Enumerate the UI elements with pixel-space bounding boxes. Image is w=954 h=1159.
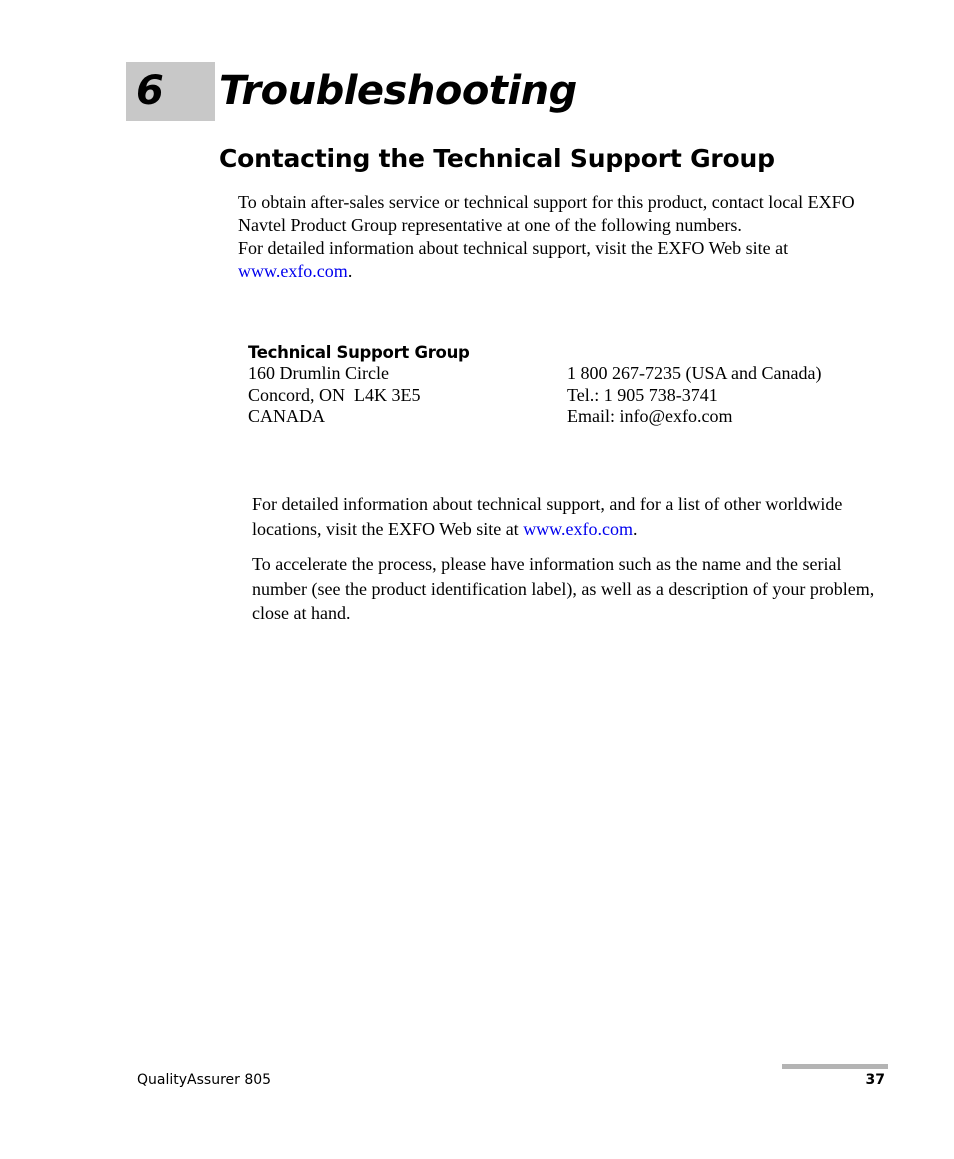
- exfo-website-link-2[interactable]: www.exfo.com: [523, 518, 633, 539]
- contact-phones: [567, 363, 821, 428]
- footer-product-name: QualityAssurer 805: [137, 1072, 272, 1088]
- email-line: Email: info@exfo.com: [567, 406, 733, 426]
- worldwide-prefix: For detailed information about technical support, and for a list of other worldwide locations, visit the EXFO Web site at: [252, 494, 843, 539]
- worldwide-suffix: .: [633, 518, 638, 539]
- phone-line: 1 800 267-7235 (USA and Canada): [567, 363, 822, 383]
- phone-line: Tel.: 1 905 738-3741: [567, 384, 718, 405]
- intro-paragraph: To obtain after-sales service or technical support for this product, contact local EXFO Navtel Product Group representative at one of the following numbers.: [238, 192, 855, 235]
- accelerate-paragraph: [252, 552, 892, 626]
- chapter-title: Troubleshooting: [219, 68, 577, 114]
- address-line: CANADA: [248, 406, 326, 426]
- section-title: Contacting the Technical Support Group: [219, 144, 775, 173]
- intro-web-paragraph: [238, 237, 888, 283]
- address-line: 160 Drumlin Circle: [248, 363, 389, 383]
- footer-rule: [782, 1064, 888, 1069]
- address-line: Concord, ON L4K 3E5: [248, 384, 421, 405]
- intro-web-prefix: For detailed information about technical support, visit the EXFO Web site at: [238, 238, 789, 258]
- intro-text: [238, 191, 888, 283]
- exfo-website-link[interactable]: www.exfo.com: [238, 261, 348, 281]
- page-number: 37: [865, 1072, 885, 1088]
- contact-group-name: Technical Support Group: [248, 343, 470, 362]
- intro-web-suffix: .: [347, 261, 353, 281]
- accelerate-text: To accelerate the process, please have information such as the name and the serial number (see the product identification label), as well as a description of your problem, close at hand.: [252, 554, 875, 623]
- chapter-number: 6: [136, 68, 164, 114]
- worldwide-text: [252, 492, 892, 541]
- worldwide-paragraph: [252, 492, 892, 541]
- contact-address: [248, 363, 420, 428]
